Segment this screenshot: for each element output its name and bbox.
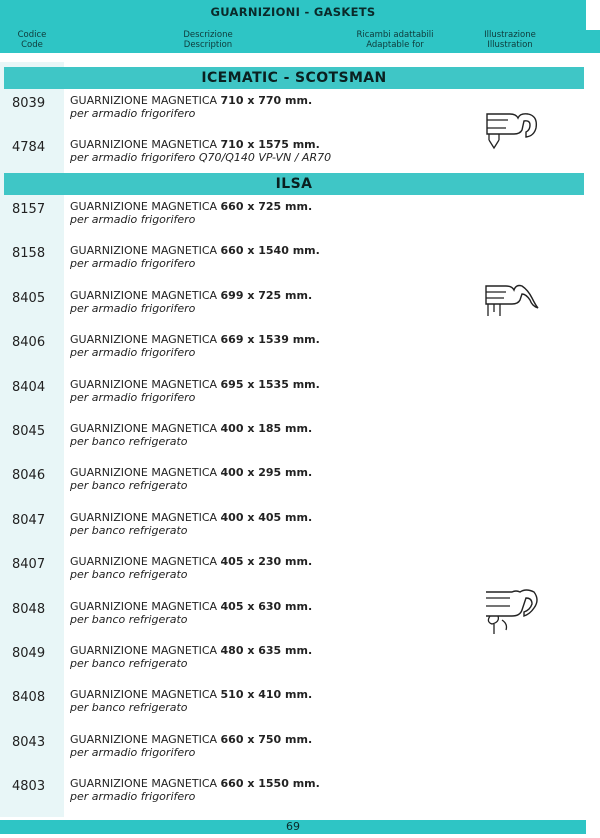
item-code: 8158 xyxy=(12,246,46,262)
item-code: 8405 xyxy=(12,290,46,306)
column-headers xyxy=(0,25,586,53)
item-note: per armadio frigorifero Q70/Q140 VP-VN / AR70 xyxy=(70,151,332,165)
section-header: ILSA xyxy=(4,173,584,195)
item-size: 405 x 230 mm. xyxy=(220,555,313,569)
item-description-text: GUARNIZIONE MAGNETICA xyxy=(70,288,221,302)
item-size: 400 x 295 mm. xyxy=(220,466,313,480)
item-note: per banco refrigerato xyxy=(70,701,188,715)
catalog-item xyxy=(0,777,586,817)
catalog-item xyxy=(0,688,586,728)
section-header: ICEMATIC - SCOTSMAN xyxy=(4,67,584,89)
item-description xyxy=(70,378,320,391)
gasket-profile-icon xyxy=(480,108,542,154)
item-size: 510 x 410 mm. xyxy=(220,688,313,702)
item-size: 669 x 1539 mm. xyxy=(220,333,320,347)
item-size: 400 x 405 mm. xyxy=(220,510,313,524)
catalog-item xyxy=(0,333,586,373)
item-code: 8406 xyxy=(12,335,46,351)
catalog-item xyxy=(0,422,586,462)
item-description xyxy=(70,733,312,746)
page-number: 69 xyxy=(286,820,300,833)
item-note: per banco refrigerato xyxy=(70,523,188,537)
item-description-text: GUARNIZIONE MAGNETICA xyxy=(70,377,221,391)
item-size: 660 x 1550 mm. xyxy=(220,777,320,791)
page-header-title: GUARNIZIONI - GASKETS xyxy=(0,0,586,25)
item-description xyxy=(70,289,312,302)
item-note: per armadio frigorifero xyxy=(70,301,196,315)
page-footer xyxy=(0,820,586,834)
catalog-item xyxy=(0,511,586,551)
column-header-description-en: Description xyxy=(183,40,233,50)
item-size: 405 x 630 mm. xyxy=(220,599,313,613)
item-size: 695 x 1535 mm. xyxy=(220,377,320,391)
item-code: 8048 xyxy=(12,601,46,617)
item-description xyxy=(70,555,312,568)
item-description-text: GUARNIZIONE MAGNETICA xyxy=(70,688,221,702)
item-description xyxy=(70,200,312,213)
catalog-item xyxy=(0,466,586,506)
item-description xyxy=(70,138,320,151)
gasket-profile-icon xyxy=(480,586,542,638)
item-note: per banco refrigerato xyxy=(70,612,188,626)
column-header-adaptable-it: Ricambi adattabili xyxy=(356,30,434,40)
item-description-text: GUARNIZIONE MAGNETICA xyxy=(70,200,221,213)
item-note: per armadio frigorifero xyxy=(70,790,196,804)
column-header-code-it: Codice xyxy=(17,30,47,40)
item-size: 710 x 770 mm. xyxy=(220,94,313,107)
item-note: per armadio frigorifero xyxy=(70,213,196,226)
item-note: per armadio frigorifero xyxy=(70,390,196,404)
column-header-adaptable-en: Adaptable for xyxy=(366,40,424,50)
item-description-text: GUARNIZIONE MAGNETICA xyxy=(70,555,221,569)
item-note: per banco refrigerato xyxy=(70,435,188,448)
item-description xyxy=(70,644,312,657)
item-description-text: GUARNIZIONE MAGNETICA xyxy=(70,644,221,657)
item-description xyxy=(70,511,312,524)
item-description xyxy=(70,333,320,346)
item-code: 4784 xyxy=(12,140,46,156)
item-code: 8157 xyxy=(12,202,46,217)
column-header-description-it: Descrizione xyxy=(183,30,233,40)
item-note: per banco refrigerato xyxy=(70,657,188,670)
item-description-text: GUARNIZIONE MAGNETICA xyxy=(70,94,221,107)
item-code: 8046 xyxy=(12,468,46,484)
catalog-item xyxy=(0,644,586,684)
item-description-text: GUARNIZIONE MAGNETICA xyxy=(70,466,221,480)
column-header-code-en: Code xyxy=(21,40,43,50)
item-description xyxy=(70,422,312,435)
column-header-code xyxy=(0,30,64,50)
item-code: 8049 xyxy=(12,646,46,661)
item-note: per armadio frigorifero xyxy=(70,107,196,120)
item-code: 8408 xyxy=(12,690,46,706)
item-code: 8047 xyxy=(12,512,46,528)
item-description xyxy=(70,600,312,613)
item-code: 8404 xyxy=(12,379,46,395)
column-header-illustration-it: Illustrazione xyxy=(484,30,536,40)
gasket-profile-icon xyxy=(480,282,542,322)
header-tab-decoration xyxy=(586,30,600,53)
item-code: 8043 xyxy=(12,734,46,750)
item-code: 8407 xyxy=(12,557,46,573)
catalog-item xyxy=(0,244,586,284)
item-description-text: GUARNIZIONE MAGNETICA xyxy=(70,732,221,746)
column-header-illustration-en: Illustration xyxy=(487,40,533,50)
item-size: 480 x 635 mm. xyxy=(220,644,313,657)
item-note: per banco refrigerato xyxy=(70,568,188,582)
item-description-text: GUARNIZIONE MAGNETICA xyxy=(70,599,221,613)
item-description-text: GUARNIZIONE MAGNETICA xyxy=(70,244,221,258)
item-code: 8045 xyxy=(12,424,46,439)
column-header-description xyxy=(120,30,296,50)
item-description-text: GUARNIZIONE MAGNETICA xyxy=(70,510,221,524)
item-note: per armadio frigorifero xyxy=(70,346,196,360)
column-header-illustration xyxy=(466,30,554,50)
item-code: 4803 xyxy=(12,779,46,795)
item-note: per banco refrigerato xyxy=(70,479,188,493)
item-description-text: GUARNIZIONE MAGNETICA xyxy=(70,138,221,152)
item-description xyxy=(70,466,312,479)
item-size: 710 x 1575 mm. xyxy=(220,138,320,152)
item-description-text: GUARNIZIONE MAGNETICA xyxy=(70,422,221,435)
catalog-item xyxy=(0,733,586,773)
catalog-item xyxy=(0,200,586,240)
item-size: 660 x 725 mm. xyxy=(220,200,313,213)
item-code: 8039 xyxy=(12,96,46,111)
item-description-text: GUARNIZIONE MAGNETICA xyxy=(70,333,221,347)
item-description xyxy=(70,244,320,257)
item-description xyxy=(70,777,320,790)
item-size: 400 x 185 mm. xyxy=(220,422,313,435)
column-header-adaptable xyxy=(335,30,455,50)
item-size: 699 x 725 mm. xyxy=(220,288,313,302)
item-size: 660 x 750 mm. xyxy=(220,732,313,746)
item-size: 660 x 1540 mm. xyxy=(220,244,320,258)
item-note: per armadio frigorifero xyxy=(70,745,196,759)
item-note: per armadio frigorifero xyxy=(70,257,196,271)
catalog-item xyxy=(0,378,586,418)
item-description-text: GUARNIZIONE MAGNETICA xyxy=(70,777,221,791)
item-description xyxy=(70,688,312,701)
item-description xyxy=(70,94,312,107)
